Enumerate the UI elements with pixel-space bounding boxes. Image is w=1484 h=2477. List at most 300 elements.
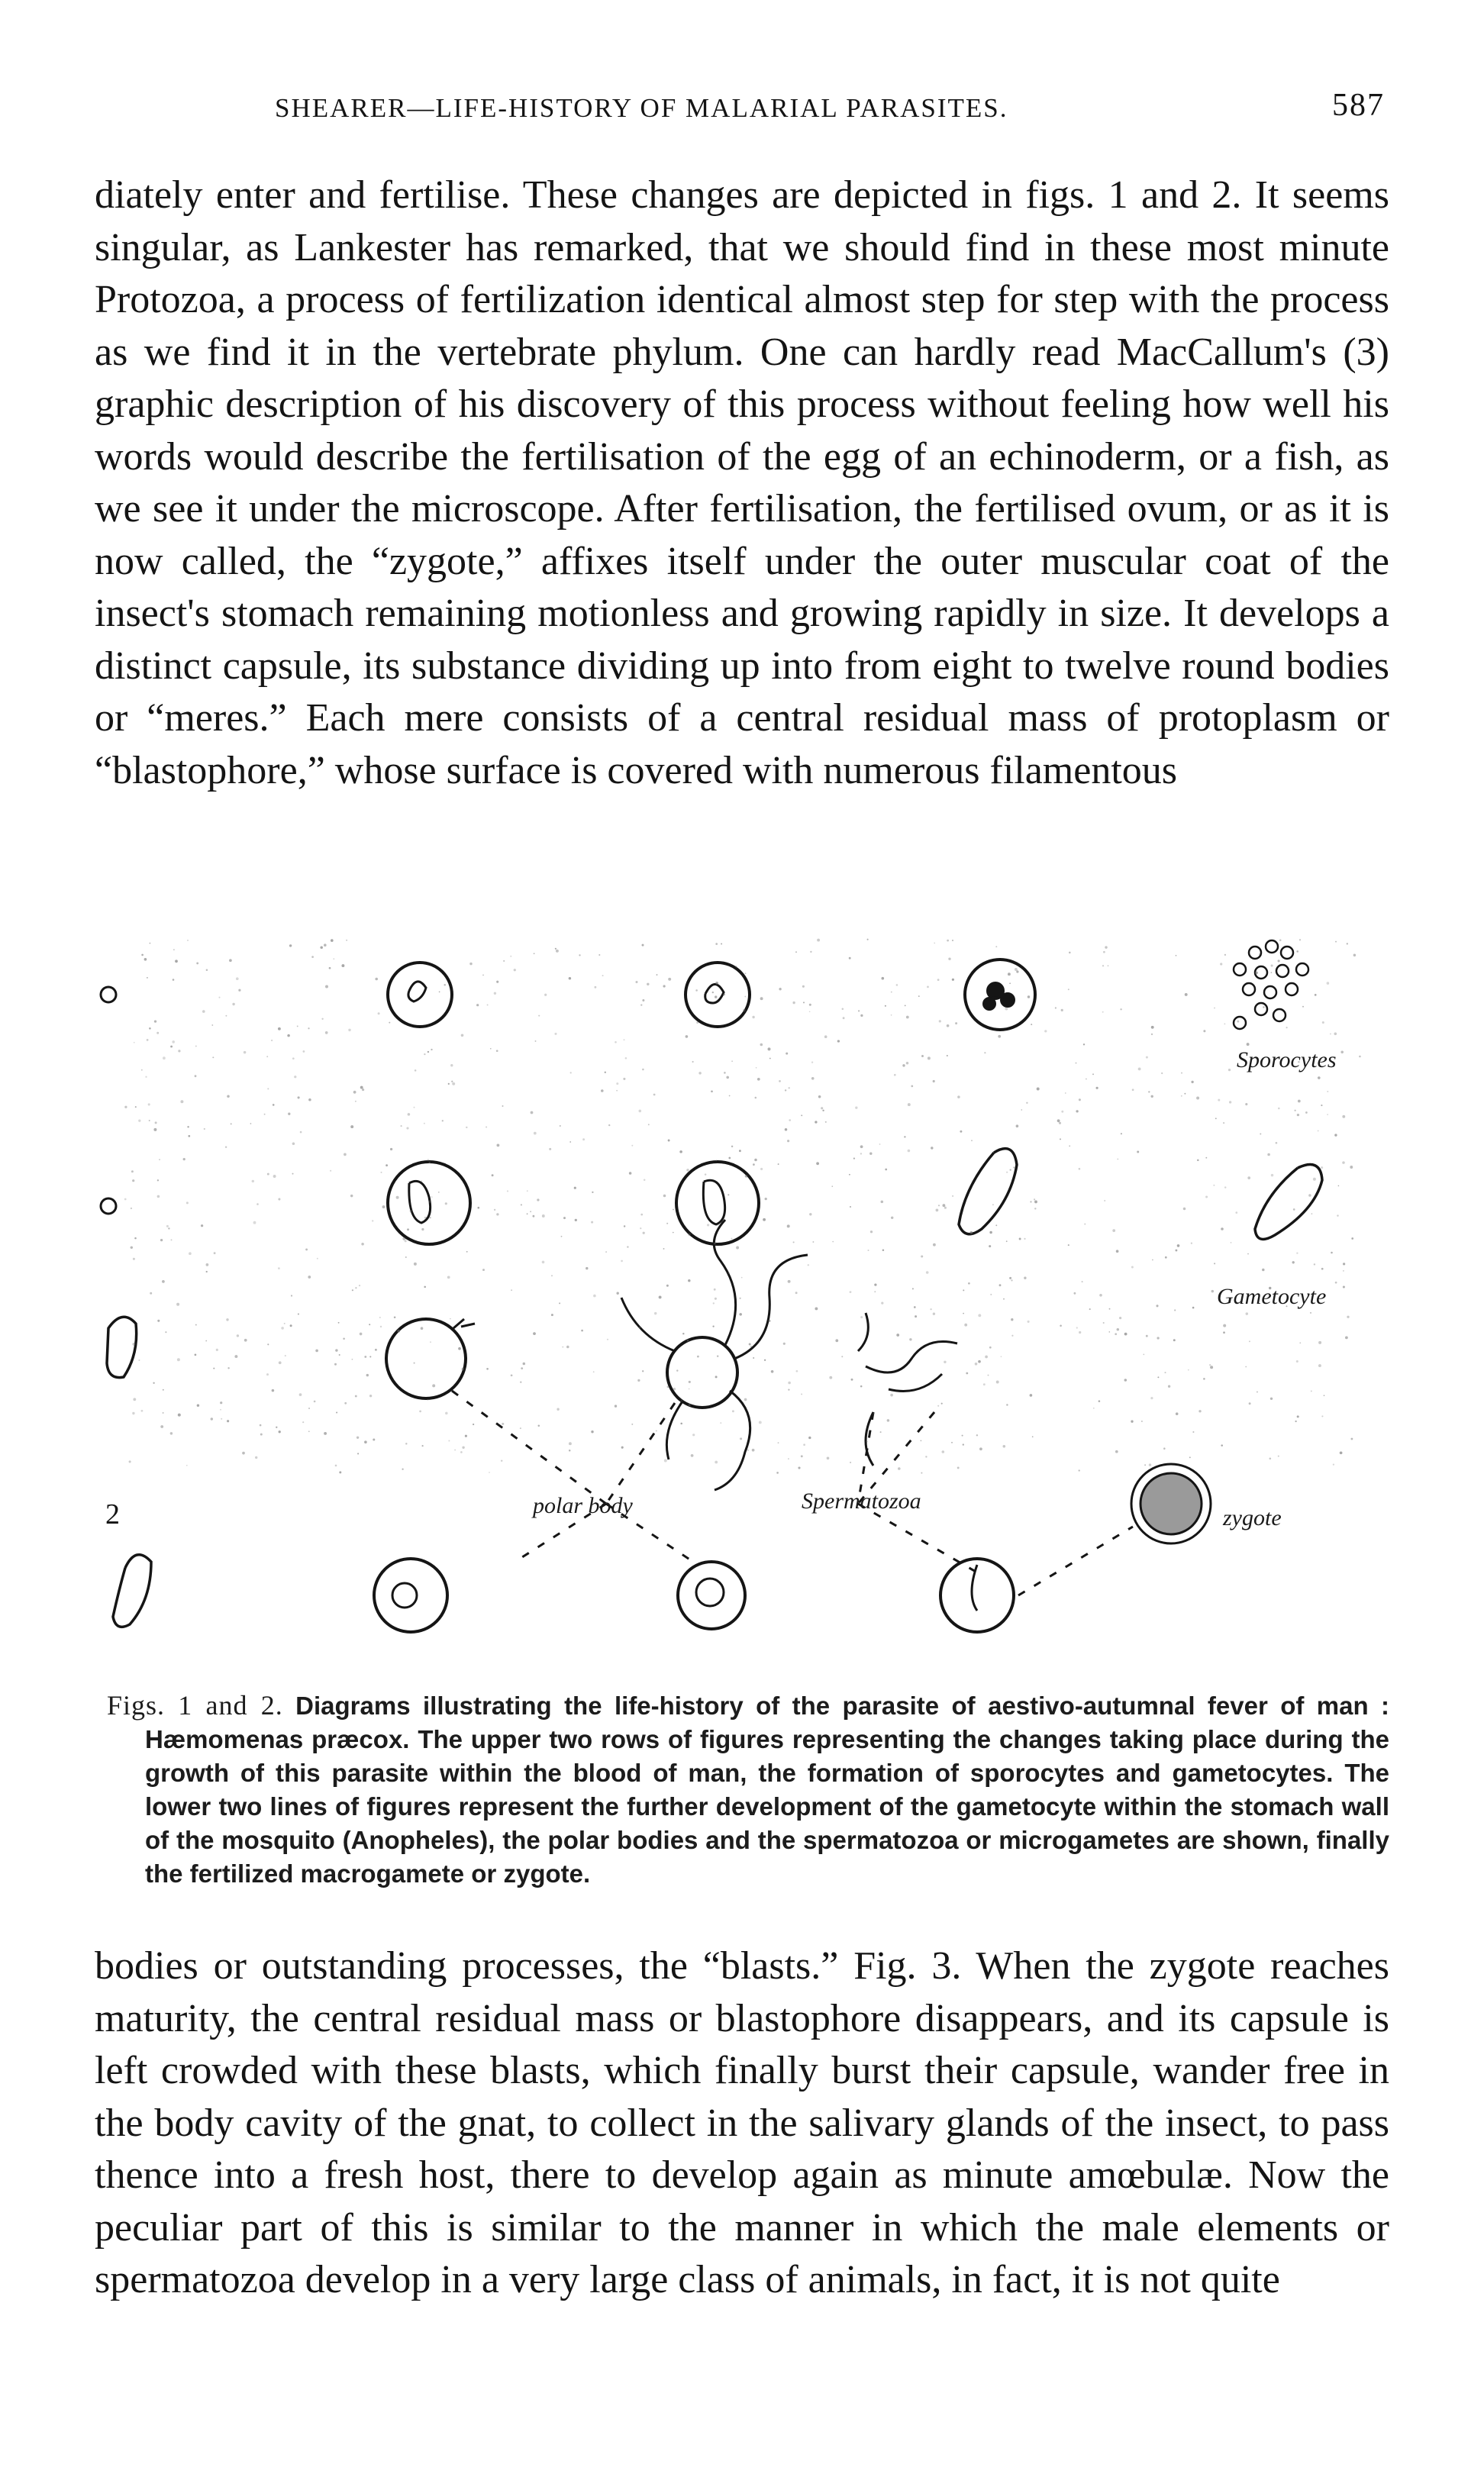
stipple-dot bbox=[211, 1418, 213, 1420]
stipple-dot bbox=[335, 1465, 337, 1467]
stipple-dot bbox=[1092, 1073, 1094, 1075]
stipple-dot bbox=[896, 1334, 899, 1337]
stipple-dot bbox=[1318, 1130, 1319, 1131]
stipple-dot bbox=[1279, 939, 1282, 941]
stipple-dot bbox=[1203, 1378, 1205, 1380]
stipple-dot bbox=[776, 1472, 779, 1474]
stipple-dot bbox=[569, 1450, 571, 1452]
stipple-dot bbox=[1076, 1110, 1078, 1112]
stipple-dot bbox=[133, 1258, 135, 1260]
stipple-dot bbox=[989, 1231, 992, 1234]
stipple-dot bbox=[566, 1346, 569, 1349]
stipple-dot bbox=[396, 1196, 399, 1199]
stipple-dot bbox=[1083, 1043, 1085, 1045]
stipple-dot bbox=[891, 1217, 893, 1219]
stipple-dot bbox=[1116, 1250, 1119, 1253]
stipple-dot bbox=[1247, 1043, 1250, 1046]
stipple-dot bbox=[1031, 1024, 1032, 1025]
stipple-dot bbox=[764, 1359, 766, 1361]
stipple-dot bbox=[713, 1302, 715, 1304]
stipple-dot bbox=[1260, 1134, 1261, 1135]
stipple-dot bbox=[1345, 1337, 1348, 1340]
stipple-dot bbox=[786, 1053, 788, 1055]
stipple-dot bbox=[1034, 1198, 1035, 1200]
stipple-dot bbox=[1143, 1354, 1144, 1356]
stipple-dot bbox=[963, 1443, 964, 1445]
stipple-dot bbox=[656, 1430, 657, 1432]
stipple-dot bbox=[1102, 1011, 1104, 1013]
stipple-dot bbox=[724, 1072, 726, 1074]
stipple-dot bbox=[1060, 1325, 1062, 1327]
stipple-dot bbox=[621, 1447, 624, 1449]
stipple-dot bbox=[697, 1356, 699, 1358]
stipple-dot bbox=[654, 1312, 657, 1314]
stipple-dot bbox=[487, 1005, 489, 1006]
stipple-dot bbox=[926, 1271, 929, 1274]
stipple-dot bbox=[933, 1243, 936, 1247]
stipple-dot bbox=[1109, 1308, 1111, 1310]
stipple-dot bbox=[815, 1307, 818, 1310]
stipple-dot bbox=[1286, 1027, 1288, 1028]
stipple-dot bbox=[131, 1170, 134, 1172]
stipple-dot bbox=[1005, 1008, 1008, 1011]
stipple-dot bbox=[469, 963, 472, 965]
stipple-dot bbox=[726, 1076, 729, 1079]
stipple-dot bbox=[692, 1434, 695, 1436]
stipple-dot bbox=[1359, 1056, 1361, 1058]
stipple-dot bbox=[1144, 1464, 1146, 1466]
stipple-dot bbox=[129, 1460, 131, 1463]
stipple-dot bbox=[369, 1356, 371, 1357]
stipple-dot bbox=[827, 1456, 830, 1459]
stipple-dot bbox=[394, 1316, 396, 1318]
stipple-dot bbox=[563, 1217, 566, 1219]
stipple-dot bbox=[792, 1001, 795, 1004]
stipple-dot bbox=[627, 1246, 628, 1247]
stipple-dot bbox=[1335, 941, 1337, 943]
stipple-dot bbox=[1351, 1237, 1353, 1240]
stipple-dot bbox=[575, 1219, 577, 1221]
stipple-dot bbox=[621, 1260, 623, 1263]
stipple-dot bbox=[673, 1209, 674, 1211]
stipple-dot bbox=[867, 1250, 869, 1251]
stipple-dot bbox=[145, 1076, 147, 1078]
stipple-dot bbox=[971, 1140, 973, 1141]
stipple-dot bbox=[983, 1383, 986, 1385]
stipple-dot bbox=[535, 1040, 537, 1042]
stipple-dot bbox=[1079, 1098, 1081, 1101]
stipple-dot bbox=[1082, 1281, 1083, 1282]
stipple-dot bbox=[311, 956, 314, 958]
stipple-dot bbox=[908, 1103, 911, 1106]
stipple-dot bbox=[1146, 1335, 1148, 1337]
stipple-dot bbox=[1221, 1444, 1223, 1447]
stipple-dot bbox=[887, 1419, 890, 1422]
stipple-dot bbox=[756, 1067, 757, 1069]
stipple-dot bbox=[715, 1461, 718, 1464]
stipple-dot bbox=[1271, 1174, 1273, 1176]
stipple-dot bbox=[424, 1123, 425, 1124]
stipple-dot bbox=[1119, 1317, 1121, 1319]
stipple-dot bbox=[473, 1424, 474, 1425]
stipple-dot bbox=[1318, 1076, 1321, 1079]
stipple-dot bbox=[196, 962, 198, 964]
stipple-dot bbox=[1278, 960, 1280, 962]
stipple-dot bbox=[534, 1132, 537, 1135]
stipple-dot bbox=[801, 1114, 802, 1116]
stipple-dot bbox=[1006, 1404, 1008, 1405]
stipple-dot bbox=[523, 1363, 526, 1366]
stipple-dot bbox=[1099, 1294, 1102, 1297]
stipple-dot bbox=[810, 951, 811, 953]
stipple-dot bbox=[795, 1292, 798, 1294]
stipple-dot bbox=[160, 1425, 163, 1428]
stipple-dot bbox=[801, 1393, 802, 1395]
stipple-dot bbox=[642, 1370, 644, 1372]
stipple-dot bbox=[1086, 1079, 1087, 1080]
stipple-dot bbox=[874, 1283, 876, 1285]
crescent-gametocyte-2 bbox=[1255, 1165, 1322, 1240]
stipple-dot bbox=[521, 1367, 523, 1369]
stipple-dot bbox=[881, 1302, 883, 1305]
stipple-dot bbox=[957, 1095, 960, 1098]
stipple-dot bbox=[1313, 1178, 1316, 1181]
stipple-dot bbox=[497, 1144, 500, 1147]
stipple-dot bbox=[882, 977, 885, 980]
stipple-dot bbox=[486, 1126, 487, 1127]
stipple-dot bbox=[640, 1214, 643, 1216]
stipple-dot bbox=[1257, 1392, 1258, 1393]
stipple-dot bbox=[1292, 1261, 1295, 1263]
stipple-dot bbox=[163, 1412, 164, 1414]
stipple-dot bbox=[1141, 1421, 1143, 1422]
stipple-dot bbox=[739, 1313, 741, 1315]
stipple-dot bbox=[324, 943, 327, 947]
stipple-dot bbox=[741, 1277, 743, 1279]
stipple-dot bbox=[1299, 1342, 1301, 1343]
stipple-dot bbox=[1069, 952, 1071, 954]
stipple-dot bbox=[754, 1159, 757, 1162]
stipple-dot bbox=[1270, 1398, 1273, 1400]
stipple-dot bbox=[1008, 972, 1011, 976]
stipple-dot bbox=[1192, 1431, 1194, 1433]
stipple-dot bbox=[642, 1069, 644, 1071]
stipple-dot bbox=[308, 1408, 310, 1409]
stipple-dot bbox=[213, 1368, 215, 1369]
sporocytes-cluster bbox=[1234, 940, 1308, 1029]
stipple-dot bbox=[1030, 1201, 1031, 1202]
stipple-dot bbox=[206, 969, 208, 971]
stipple-dot bbox=[904, 1136, 905, 1137]
stipple-dot bbox=[444, 984, 446, 986]
stipple-dot bbox=[788, 1389, 789, 1391]
stipple-dot bbox=[668, 978, 671, 981]
stipple-dot bbox=[605, 1251, 607, 1253]
stipple-dot bbox=[663, 1248, 665, 1250]
stipple-dot bbox=[1223, 1122, 1224, 1124]
stipple-dot bbox=[278, 1198, 280, 1200]
stipple-dot bbox=[795, 951, 797, 953]
stipple-dot bbox=[1224, 1186, 1226, 1188]
stipple-dot bbox=[220, 1401, 222, 1404]
stipple-dot bbox=[1188, 1369, 1189, 1371]
stipple-dot bbox=[593, 1371, 595, 1372]
stipple-dot bbox=[308, 1098, 311, 1101]
stipple-dot bbox=[238, 989, 240, 992]
zygote bbox=[1131, 1464, 1211, 1543]
stipple-dot bbox=[715, 982, 718, 985]
stipple-dot bbox=[638, 1110, 641, 1113]
stipple-dot bbox=[849, 957, 851, 960]
stipple-dot bbox=[1006, 1172, 1008, 1173]
stipple-dot bbox=[1028, 995, 1030, 998]
stipple-dot bbox=[727, 1194, 729, 1195]
stipple-dot bbox=[1318, 1364, 1321, 1367]
stipple-dot bbox=[135, 1106, 137, 1108]
stipple-dot bbox=[1294, 1110, 1295, 1111]
stipple-dot bbox=[779, 988, 781, 990]
running-head bbox=[99, 82, 1385, 128]
stipple-dot bbox=[220, 1409, 221, 1411]
stipple-dot bbox=[920, 1440, 921, 1441]
stipple-dot bbox=[237, 1334, 239, 1337]
stipple-dot bbox=[788, 1458, 789, 1459]
stipple-dot bbox=[793, 1241, 795, 1243]
stipple-dot bbox=[1203, 1030, 1205, 1032]
stipple-dot bbox=[909, 1338, 911, 1340]
stipple-dot bbox=[369, 1395, 372, 1397]
stipple-dot bbox=[287, 1034, 290, 1037]
stipple-dot bbox=[317, 1258, 318, 1259]
stipple-dot bbox=[429, 1217, 431, 1218]
stipple-dot bbox=[615, 1405, 617, 1407]
stipple-dot bbox=[407, 1228, 409, 1230]
stipple-dot bbox=[914, 1306, 916, 1308]
stipple-dot bbox=[231, 1123, 232, 1124]
stipple-dot bbox=[891, 1014, 892, 1016]
stipple-dot bbox=[428, 1200, 431, 1202]
stipple-dot bbox=[760, 1168, 763, 1170]
stipple-dot bbox=[753, 1357, 754, 1359]
stipple-dot bbox=[1176, 1412, 1179, 1415]
stipple-dot bbox=[729, 1095, 731, 1097]
stipple-dot bbox=[955, 1022, 957, 1024]
stipple-dot bbox=[375, 978, 378, 981]
stipple-dot bbox=[642, 999, 644, 1001]
stipple-dot bbox=[963, 1289, 964, 1291]
stipple-dot bbox=[601, 1089, 604, 1092]
stipple-dot bbox=[1340, 1451, 1343, 1454]
stipple-dot bbox=[154, 1020, 156, 1022]
stipple-dot bbox=[514, 969, 516, 971]
stipple-dot bbox=[966, 1372, 968, 1375]
stipple-dot bbox=[1174, 1309, 1176, 1311]
stipple-dot bbox=[171, 1239, 173, 1240]
stipple-dot bbox=[759, 1421, 762, 1424]
stipple-dot bbox=[1021, 1109, 1022, 1111]
stipple-dot bbox=[1003, 1298, 1005, 1300]
stipple-dot bbox=[401, 1125, 402, 1127]
stipple-dot bbox=[405, 1256, 407, 1258]
stipple-dot bbox=[788, 1382, 791, 1385]
stipple-dot bbox=[824, 1035, 827, 1038]
stipple-dot bbox=[501, 1459, 502, 1461]
stipple-dot bbox=[879, 1143, 881, 1145]
stipple-dot bbox=[1089, 1308, 1091, 1310]
stipple-dot bbox=[937, 1405, 939, 1407]
stipple-dot bbox=[362, 1089, 364, 1091]
stipple-dot bbox=[643, 1232, 645, 1234]
stipple-dot bbox=[1013, 1166, 1015, 1168]
stipple-dot bbox=[933, 1313, 935, 1315]
stipple-dot bbox=[405, 1443, 407, 1444]
stipple-dot bbox=[1120, 1008, 1121, 1010]
stipple-dot bbox=[264, 1114, 266, 1115]
stipple-dot bbox=[960, 1130, 962, 1133]
stipple-dot bbox=[256, 1203, 259, 1205]
stipple-dot bbox=[642, 944, 644, 947]
stipple-dot bbox=[1105, 946, 1107, 948]
stipple-dot bbox=[860, 1316, 863, 1318]
stipple-dot bbox=[1156, 1305, 1158, 1307]
stipple-dot bbox=[1296, 1360, 1298, 1363]
stipple-dot bbox=[350, 1125, 353, 1128]
stipple-dot bbox=[687, 1340, 689, 1342]
stipple-dot bbox=[912, 1288, 914, 1289]
stipple-dot bbox=[141, 1069, 143, 1071]
stipple-dot bbox=[260, 1434, 263, 1436]
stipple-dot bbox=[1296, 1253, 1298, 1254]
stipple-dot bbox=[124, 1106, 127, 1108]
stipple-dot bbox=[299, 1393, 302, 1396]
stipple-dot bbox=[1151, 1095, 1153, 1098]
stipple-dot bbox=[276, 1427, 277, 1428]
stipple-dot bbox=[616, 1082, 618, 1085]
stipple-dot bbox=[364, 1356, 366, 1358]
stipple-dot bbox=[1189, 1456, 1191, 1458]
stipple-dot bbox=[448, 1083, 450, 1085]
stipple-dot bbox=[1223, 1331, 1225, 1334]
stipple-dot bbox=[253, 1221, 256, 1224]
stipple-dot bbox=[850, 1462, 851, 1463]
stipple-dot bbox=[778, 1163, 779, 1165]
stipple-dot bbox=[507, 1190, 508, 1192]
stipple-dot bbox=[178, 1414, 181, 1417]
stipple-dot bbox=[796, 1370, 798, 1372]
stipple-dot bbox=[496, 981, 498, 983]
stipple-dot bbox=[458, 1347, 461, 1350]
stipple-dot bbox=[218, 997, 220, 998]
stipple-dot bbox=[569, 977, 571, 979]
stipple-dot bbox=[414, 1107, 415, 1108]
stipple-dot bbox=[462, 1368, 465, 1371]
stipple-dot bbox=[1104, 1200, 1105, 1201]
stipple-dot bbox=[1103, 951, 1105, 953]
stipple-dot bbox=[225, 1015, 227, 1017]
stipple-dot bbox=[860, 1385, 863, 1388]
red-cell-ring-2 bbox=[686, 963, 750, 1027]
stipple-dot bbox=[132, 1412, 134, 1414]
stipple-dot bbox=[273, 1104, 275, 1106]
stipple-dot bbox=[356, 1437, 359, 1439]
stipple-dot bbox=[1305, 1111, 1308, 1114]
stipple-dot bbox=[255, 1456, 257, 1459]
stipple-dot bbox=[462, 1447, 464, 1449]
stipple-dot bbox=[556, 1408, 559, 1411]
stipple-dot bbox=[747, 1450, 749, 1451]
stipple-dot bbox=[214, 1252, 216, 1254]
stipple-dot bbox=[1334, 1134, 1337, 1136]
stipple-dot bbox=[1338, 1185, 1340, 1187]
stipple-dot bbox=[430, 1341, 431, 1343]
stipple-dot bbox=[333, 958, 334, 960]
stipple-dot bbox=[172, 1040, 175, 1043]
stipple-dot bbox=[931, 1147, 933, 1149]
label-zygote: zygote bbox=[1223, 1505, 1282, 1530]
stipple-dot bbox=[769, 1058, 771, 1059]
stipple-dot bbox=[397, 1330, 400, 1333]
stipple-dot bbox=[1327, 982, 1330, 985]
figure-drawing bbox=[95, 924, 1389, 1687]
stipple-dot bbox=[502, 1423, 504, 1425]
stipple-dot bbox=[1235, 1211, 1237, 1214]
stipple-dot bbox=[478, 1207, 480, 1209]
stipple-dot bbox=[740, 1437, 742, 1440]
stipple-dot bbox=[1302, 1006, 1304, 1008]
stipple-dot bbox=[486, 1368, 489, 1370]
stipple-dot bbox=[1028, 1321, 1030, 1323]
stipple-dot bbox=[1034, 1208, 1036, 1209]
stipple-dot bbox=[562, 1347, 563, 1348]
label-spermatozoa: Spermatozoa bbox=[802, 1488, 921, 1514]
stipple-dot bbox=[173, 949, 175, 950]
stipple-dot bbox=[1224, 1024, 1226, 1025]
stipple-dot bbox=[989, 1245, 991, 1247]
stipple-dot bbox=[808, 1437, 811, 1439]
stipple-dot bbox=[1321, 1166, 1323, 1169]
stipple-dot bbox=[763, 1218, 766, 1221]
stipple-dot bbox=[180, 1100, 183, 1103]
stipple-dot bbox=[1350, 1166, 1353, 1169]
stipple-dot bbox=[1152, 1259, 1153, 1261]
stipple-dot bbox=[414, 1263, 417, 1266]
stipple-dot bbox=[331, 939, 334, 942]
stipple-dot bbox=[798, 1466, 800, 1469]
stipple-dot bbox=[406, 1127, 408, 1129]
stipple-dot bbox=[752, 1449, 755, 1452]
stipple-dot bbox=[686, 1169, 689, 1171]
stipple-dot bbox=[957, 1466, 960, 1469]
stipple-dot bbox=[1076, 1327, 1078, 1328]
stipple-dot bbox=[530, 1211, 531, 1212]
stipple-dot bbox=[1314, 1263, 1315, 1265]
stipple-dot bbox=[615, 1041, 617, 1043]
stipple-dot bbox=[1330, 1033, 1331, 1034]
stipple-dot bbox=[450, 1064, 453, 1066]
stipple-dot bbox=[1006, 1240, 1008, 1242]
stipple-dot bbox=[298, 1096, 300, 1098]
stipple-dot bbox=[1192, 1307, 1195, 1309]
stipple-dot bbox=[1181, 1072, 1182, 1074]
stipple-dot bbox=[809, 1011, 811, 1012]
stipple-dot bbox=[267, 1173, 269, 1176]
stipple-dot bbox=[635, 981, 637, 983]
stipple-dot bbox=[1311, 1213, 1313, 1214]
stipple-dot bbox=[369, 1324, 370, 1325]
stipple-dot bbox=[1115, 1333, 1117, 1335]
stipple-dot bbox=[278, 1267, 280, 1269]
stipple-dot bbox=[559, 1302, 560, 1304]
